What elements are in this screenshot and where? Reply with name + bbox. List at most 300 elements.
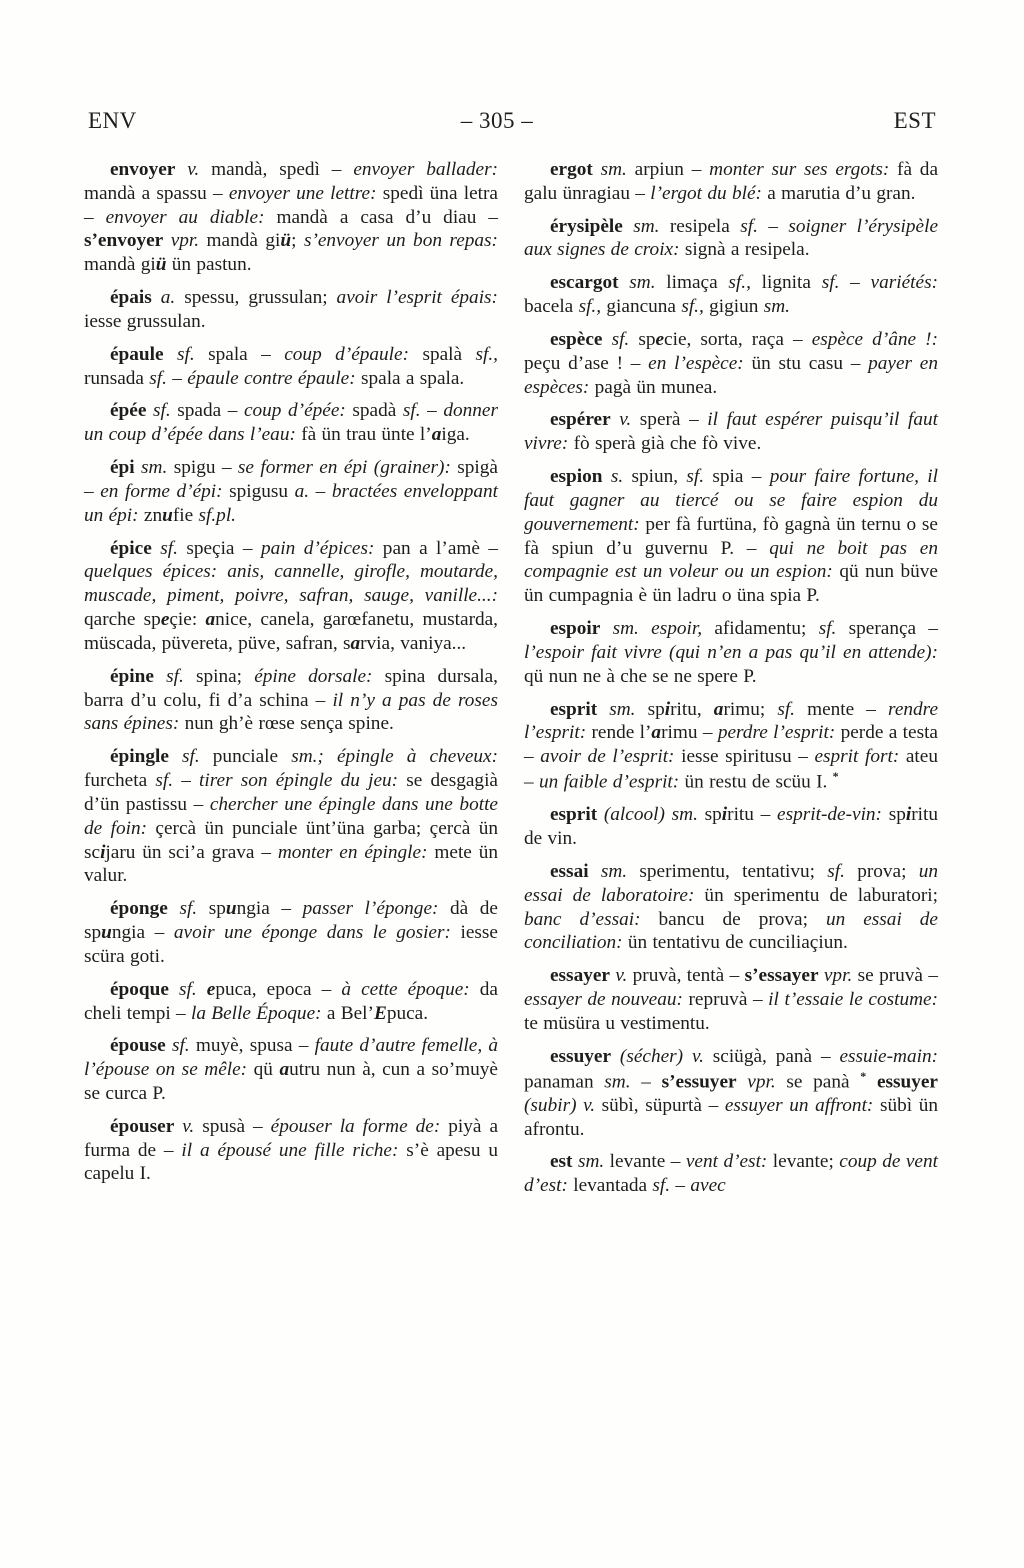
italic-run: pour faire fortune, il faut gagner au tiercé ou se faire espion du gouvernement: — [524, 466, 938, 535]
italic-run: sm. — [609, 698, 636, 720]
plain-run: spadà — [345, 400, 403, 422]
plain-run: mandà a spassu – — [84, 182, 229, 204]
italic-run: sf. — [402, 400, 421, 422]
headword: épouser — [110, 1115, 175, 1137]
plain-run — [611, 409, 620, 430]
italic-run: v. — [187, 159, 200, 180]
plain-run: spigu – — [167, 457, 238, 479]
dictionary-entry — [524, 408, 938, 456]
italic-run: essayer de nouveau: — [524, 989, 683, 1011]
italic-run: avoir une éponge dans le gosier: — [173, 922, 451, 944]
headword: est — [550, 1151, 573, 1173]
plain-run: ateu – — [524, 746, 938, 793]
italic-run: v. — [182, 1115, 195, 1137]
plain-run: se panà — [775, 1071, 861, 1092]
plain-run: spina dursala, barra d’u colu, fi d’a schina – — [84, 665, 498, 711]
plain-run: rimu; — [723, 698, 778, 720]
plain-run: a Bel’ — [321, 1002, 374, 1024]
plain-run: ün pastun. — [166, 254, 252, 276]
stressed-letter: a — [279, 1059, 290, 1081]
italic-run: sf. — [777, 698, 795, 720]
italic-run: monter en épingle: — [277, 841, 428, 863]
plain-run: perde a testa – — [524, 722, 938, 768]
italic-run: à cette époque: — [341, 978, 470, 1000]
headword: essai — [550, 860, 589, 882]
italic-run: sm.; — [291, 746, 324, 768]
plain-run: ritu de vin. — [524, 804, 939, 850]
headword: épingle — [110, 746, 169, 768]
dictionary-entry — [524, 465, 938, 608]
dictionary-entry — [524, 271, 938, 319]
guide-word-left: ENV — [88, 108, 137, 133]
headword: esprit — [550, 698, 598, 720]
text-columns — [84, 158, 938, 1207]
italic-run: payer en espèces: — [524, 352, 938, 398]
italic-run: donner un coup d’épée dans l’eau: — [84, 400, 498, 446]
italic-run: sm. — [763, 296, 790, 318]
italic-run: un essai de laboratoire: — [524, 860, 939, 906]
plain-run — [866, 1071, 877, 1092]
italic-run: essuie-main: — [839, 1045, 939, 1067]
italic-run: sf. — [821, 272, 840, 294]
plain-run — [600, 618, 612, 639]
plain-run: çie: — [169, 609, 206, 631]
headword: esprit — [550, 804, 598, 826]
stressed-letter: i — [664, 698, 671, 720]
italic-run: sf. — [160, 537, 178, 559]
stressed-letter: i — [905, 804, 912, 826]
plain-run: – — [630, 1071, 662, 1092]
stressed-letter: ü — [155, 254, 167, 276]
italic-run: sf. — [652, 1175, 671, 1197]
dictionary-entry — [84, 665, 498, 736]
plain-run: piyà a furma de – — [84, 1115, 499, 1161]
plain-run — [619, 272, 630, 293]
italic-run: monter sur ses ergots: — [709, 159, 890, 180]
italic-run: vent d’est: — [685, 1151, 768, 1173]
italic-run: coup d’épaule: — [284, 343, 410, 365]
plain-run: giancuna — [601, 296, 682, 318]
plain-run: fà da galu ünragiau – — [524, 159, 938, 204]
left-column — [84, 158, 498, 1207]
italic-run: en forme d’épi: — [100, 480, 223, 502]
plain-run: – — [757, 215, 789, 237]
headword: escargot — [550, 272, 619, 294]
plain-run — [154, 666, 166, 687]
plain-run: levante; — [767, 1151, 840, 1173]
plain-run — [324, 746, 337, 767]
italic-run: épouser la forme de: — [270, 1115, 441, 1137]
footnote-mark: * — [832, 769, 839, 784]
plain-run: ngia – — [236, 898, 303, 920]
stressed-letter: a — [651, 722, 662, 744]
plain-run: mandà gi — [84, 254, 156, 276]
plain-run: ün restu de scüu I. — [679, 771, 833, 793]
plain-run — [169, 746, 182, 767]
plain-run: spedì üna letra – — [84, 182, 498, 228]
guide-word-right: EST — [893, 108, 936, 133]
italic-run: s. — [610, 466, 624, 488]
italic-run: tirer son épingle du jeu: — [199, 770, 399, 792]
italic-run: avoir l’esprit épais: — [336, 287, 498, 309]
dictionary-entry — [84, 158, 498, 277]
dictionary-entry — [524, 860, 938, 955]
italic-run: pain d’épices: — [261, 537, 375, 559]
page-header — [88, 108, 936, 134]
italic-run: sm. espoir, — [612, 618, 703, 640]
plain-run — [146, 400, 153, 421]
plain-run: utru nun à, cun a so’muyè se curca P. — [84, 1059, 498, 1104]
plain-run: ngia – — [111, 922, 174, 944]
plain-run: pan a l’amè – — [374, 537, 499, 559]
plain-run: – — [166, 367, 188, 389]
italic-run: bractées enveloppant un épi: — [84, 480, 499, 526]
plain-run: pagà ün munea. — [589, 376, 718, 398]
italic-run: un faible d’esprit: — [538, 771, 680, 793]
dictionary-entry — [84, 399, 498, 447]
italic-run: passer l’éponge: — [302, 898, 439, 920]
dictionary-entry — [84, 1034, 498, 1105]
headword: érysipèle — [550, 215, 623, 237]
italic-run: sf. — [166, 665, 184, 687]
plain-run: puca. — [386, 1002, 429, 1024]
plain-run: furcheta — [84, 770, 156, 792]
plain-run: spada – — [170, 400, 244, 422]
italic-run: sm. — [604, 1071, 631, 1092]
plain-run: – — [309, 480, 332, 502]
italic-run: a. — [160, 287, 176, 309]
headword: époque — [110, 978, 169, 1000]
stressed-letter: a — [205, 609, 216, 631]
italic-run: variétés: — [870, 272, 938, 294]
footnote-mark: * — [860, 1068, 867, 1083]
plain-run: s’è apesu u capelu I. — [84, 1139, 498, 1185]
plain-run: jaru ün sci’a grava – — [105, 841, 278, 863]
plain-run — [152, 538, 160, 559]
plain-run: – — [670, 1175, 691, 1197]
italic-run: qui ne boit pas en compagnie est un voleur ou un espion: — [524, 537, 938, 583]
plain-run: sp — [629, 328, 656, 350]
plain-run: limaça — [655, 272, 729, 294]
plain-run: panaman — [524, 1071, 605, 1092]
plain-run: dà de sp — [84, 898, 498, 944]
italic-run: sf. — [177, 343, 195, 365]
stressed-letter: e — [655, 328, 665, 350]
plain-run: ; — [291, 230, 304, 252]
italic-run: avec — [690, 1175, 726, 1197]
plain-run: – — [420, 400, 444, 422]
italic-run: v. — [619, 409, 632, 431]
italic-run: s’envoyer un bon repas: — [303, 230, 498, 252]
headword: épouse — [110, 1035, 166, 1057]
plain-run: qü nun ne à che se ne spere P. — [524, 665, 757, 687]
italic-run: sf. — [827, 860, 845, 882]
headword: essayer — [550, 965, 610, 987]
italic-run: envoyer au diable: — [105, 206, 265, 228]
italic-run: (sécher) v. — [619, 1045, 704, 1067]
italic-run: esprit fort: — [814, 746, 900, 768]
plain-run: ün sperimentu de laburatori; — [694, 884, 938, 906]
italic-run: il n’y a pas de roses sans épines: — [84, 689, 498, 735]
plain-run — [737, 1071, 748, 1092]
italic-run: sf. — [179, 978, 197, 1000]
plain-run: a marutia d’u gran. — [761, 182, 916, 204]
bold-run: s’essayer — [744, 965, 819, 987]
headword: épaule — [110, 343, 164, 365]
italic-run: esprit-de-vin: — [777, 804, 882, 826]
italic-run: envoyer une lettre: — [228, 182, 377, 204]
bold-run: s’envoyer — [84, 230, 164, 252]
plain-run: fie — [172, 504, 199, 526]
italic-run: sf., — [475, 343, 499, 365]
italic-run: sf. — [149, 367, 167, 389]
plain-run: fò sperà già che fò vive. — [568, 433, 762, 455]
stressed-letter: a — [350, 632, 361, 654]
dictionary-entry — [524, 964, 938, 1035]
dictionary-entry — [84, 456, 498, 527]
italic-run: en l’espèce: — [648, 352, 744, 374]
italic-run: coup d’épée: — [243, 400, 346, 422]
plain-run: arpiun – — [626, 159, 710, 180]
stressed-letter: e — [206, 978, 216, 1000]
plain-run — [597, 699, 609, 720]
plain-run: prova; — [844, 860, 919, 882]
italic-run: envoyer ballader: — [353, 159, 498, 180]
plain-run: sciügà, panà – — [703, 1045, 840, 1067]
stressed-letter: u — [225, 898, 237, 920]
stressed-letter: a — [431, 424, 442, 446]
italic-run: sf. — [155, 770, 174, 792]
italic-run: sm. — [600, 159, 627, 180]
plain-run — [597, 804, 604, 825]
plain-run: resipela — [659, 215, 741, 237]
italic-run: sf. — [818, 618, 837, 640]
dictionary-entry — [84, 537, 498, 656]
plain-run: rimu – — [661, 722, 718, 744]
italic-run: essuyer un affront: — [724, 1094, 874, 1116]
italic-run: il a épousé une fille riche: — [181, 1139, 399, 1161]
plain-run: levantada — [567, 1175, 653, 1197]
plain-run — [152, 287, 161, 308]
plain-run: mente – — [795, 698, 889, 720]
plain-run: spusà – — [194, 1115, 271, 1137]
italic-run: vpr. — [823, 965, 853, 987]
stressed-letter: e — [160, 609, 170, 631]
headword: éponge — [110, 898, 168, 920]
plain-run: bancu de prova; — [640, 908, 826, 930]
dictionary-entry — [84, 1115, 498, 1186]
plain-run: qarche sp — [84, 609, 161, 631]
italic-run: il faut espérer puisqu’il faut vivre: — [524, 409, 938, 455]
headword: espoir — [550, 618, 601, 640]
plain-run — [168, 898, 180, 919]
plain-run: spigusu — [222, 480, 295, 502]
italic-run: sm. — [577, 1151, 605, 1173]
plain-run: sübì ün afrontu. — [524, 1094, 938, 1140]
plain-run: levante – — [604, 1151, 686, 1173]
italic-run: l’ergot du blé: — [650, 182, 762, 204]
italic-run: perdre l’esprit: — [717, 722, 836, 744]
plain-run: ritu, — [670, 698, 714, 720]
plain-run: spigà – — [84, 457, 498, 502]
italic-run: sm. — [600, 860, 628, 882]
plain-run: te müsüra u vestimentu. — [524, 1012, 710, 1034]
italic-run: sf., — [728, 272, 751, 294]
plain-run: peçu d’ase ! – — [524, 352, 649, 374]
plain-run: sübì, süpurtà – — [595, 1094, 725, 1116]
dictionary-entry — [84, 745, 498, 888]
plain-run: sperimentu, tentativu; — [627, 860, 828, 882]
plain-run: pruvà, tentà – — [627, 965, 745, 987]
italic-run: il t’essaie le costume: — [768, 989, 939, 1011]
plain-run: da cheli tempi – — [84, 978, 498, 1024]
italic-run: banc d’essai: — [524, 908, 641, 930]
plain-run: repruvà – — [682, 989, 769, 1011]
plain-run: signà a resipela. — [679, 239, 810, 261]
italic-run: sf. — [152, 400, 171, 422]
plain-run: ün stu casu – — [743, 352, 869, 374]
plain-run: çercà ün punciale ünt’üna garba; çercà ün sc — [84, 817, 499, 863]
plain-run: sp — [197, 898, 226, 920]
italic-run: sf. — [686, 466, 705, 488]
italic-run: chercher une épingle dans une botte de foin: — [84, 793, 498, 839]
italic-run: sf. — [179, 898, 198, 920]
plain-run: mandà gi — [199, 230, 281, 252]
plain-run — [611, 1046, 620, 1067]
italic-run: v. — [615, 965, 628, 987]
plain-run: qü nun büve ün cumpagnia è ün ladru o üna spia P. — [524, 561, 938, 607]
plain-run: cie, sorta, raça – — [664, 328, 812, 350]
right-column — [524, 158, 938, 1207]
plain-run — [589, 861, 601, 882]
dictionary-entry — [84, 978, 498, 1026]
plain-run — [175, 159, 187, 180]
italic-run: un essai de conciliation: — [524, 908, 938, 954]
plain-run: bacela — [524, 296, 579, 318]
plain-run: puca, epoca – — [215, 978, 342, 1000]
dictionary-entry — [84, 343, 498, 391]
italic-run: sm. — [633, 215, 660, 237]
italic-run: se former en épi (grainer): — [237, 457, 451, 479]
italic-run: l’espoir fait vivre (qui n’en a pas qu’il en attende): — [524, 641, 938, 663]
dictionary-entry — [524, 328, 938, 399]
plain-run: sperà – — [631, 409, 708, 431]
italic-run: sf.pl. — [198, 504, 236, 526]
italic-run: épine dorsale: — [254, 665, 373, 687]
italic-run: épaule contre épaule: — [187, 367, 356, 389]
headword: ergot — [550, 159, 593, 180]
italic-run: rendre l’esprit: — [524, 698, 939, 744]
italic-run: (subir) v. — [524, 1094, 596, 1116]
italic-run: sf. — [611, 328, 630, 350]
headword: espèce — [550, 328, 603, 350]
italic-run: épingle à cheveux: — [336, 746, 499, 768]
plain-run: spessu, grussulan; — [175, 287, 337, 309]
bold-run: essuyer — [876, 1071, 938, 1092]
headword: espérer — [550, 409, 611, 431]
italic-run: soigner l’érysipèle aux signes de croix: — [524, 215, 939, 261]
headword: envoyer — [110, 159, 176, 180]
headword: espion — [550, 466, 603, 488]
italic-run: vpr. — [170, 230, 200, 252]
italic-run: sf., — [578, 296, 602, 318]
stressed-letter: E — [373, 1002, 387, 1024]
plain-run: gigiun — [703, 296, 764, 318]
italic-run: quelques épices: anis, cannelle, girofle, moutarde, muscade, piment, poivre, safran, sauge, vanille...: — [84, 561, 498, 607]
plain-run: rvia, vaniya... — [360, 632, 467, 654]
bold-run: s’essuyer — [661, 1071, 737, 1092]
plain-run: per fà furtüna, fò gagnà ün ternu o se fà spiun d’u guvernu P. – — [524, 513, 938, 559]
stressed-letter: u — [101, 922, 112, 944]
italic-run: sf. — [182, 746, 200, 768]
plain-run: – — [839, 272, 871, 294]
plain-run: muyè, spusa – — [189, 1035, 315, 1057]
italic-run: avoir de l’esprit: — [540, 746, 675, 768]
italic-run: sf. — [740, 215, 758, 237]
plain-run — [603, 466, 611, 487]
headword: essuyer — [550, 1045, 612, 1067]
italic-run: sf. — [171, 1035, 190, 1057]
plain-run: zn — [138, 504, 163, 526]
italic-run: espèce d’âne !: — [811, 328, 939, 350]
italic-run: coup de vent d’est: — [524, 1151, 938, 1197]
plain-run: – — [173, 770, 200, 792]
plain-run: iesse scüra goti. — [84, 922, 498, 967]
plain-run: iesse spiritusu – — [674, 746, 815, 768]
headword: épais — [110, 287, 152, 309]
plain-run — [163, 230, 170, 251]
italic-run: sm. — [629, 272, 656, 294]
plain-run: rende l’ — [586, 722, 652, 744]
headword: épice — [110, 537, 152, 559]
plain-run: spala – — [194, 343, 285, 365]
italic-run: la Belle Époque: — [190, 1002, 322, 1024]
plain-run: mandà, spedì – — [199, 159, 354, 180]
plain-run: iga. — [441, 424, 470, 446]
plain-run: spalà — [409, 343, 476, 365]
stressed-letter: ü — [280, 230, 292, 252]
plain-run: spala a spala. — [355, 367, 465, 389]
page-number: – 305 – — [460, 108, 534, 133]
headword: épée — [110, 400, 147, 422]
italic-run: (alcool) sm. — [603, 804, 698, 826]
italic-run: vpr. — [747, 1071, 776, 1092]
dictionary-entry — [524, 158, 938, 206]
plain-run: spina; — [183, 665, 255, 687]
dictionary-entry — [524, 1045, 938, 1142]
plain-run: afidamentu; — [702, 618, 819, 640]
plain-run: se desgagià d’ün pastissu – — [84, 770, 498, 815]
headword: épine — [110, 665, 154, 687]
plain-run: spia – — [704, 466, 770, 488]
dictionary-entry — [524, 698, 938, 795]
plain-run — [623, 216, 633, 237]
plain-run: iesse grussulan. — [84, 310, 206, 332]
plain-run: nun gh’è rœse sença spine. — [179, 713, 394, 735]
plain-run: sp — [697, 804, 722, 826]
plain-run: lignita — [750, 272, 822, 294]
italic-run: a. — [294, 480, 310, 502]
plain-run: spiun, — [623, 466, 687, 488]
dictionary-entry — [84, 286, 498, 334]
plain-run: punciale — [199, 746, 292, 768]
stressed-letter: i — [721, 804, 728, 826]
plain-run: speçia – — [177, 537, 261, 559]
plain-run: se pruvà – — [852, 965, 938, 987]
dictionary-entry — [524, 803, 938, 851]
italic-run: sm. — [141, 457, 168, 479]
plain-run: fà ün trau ünte l’ — [295, 424, 432, 446]
